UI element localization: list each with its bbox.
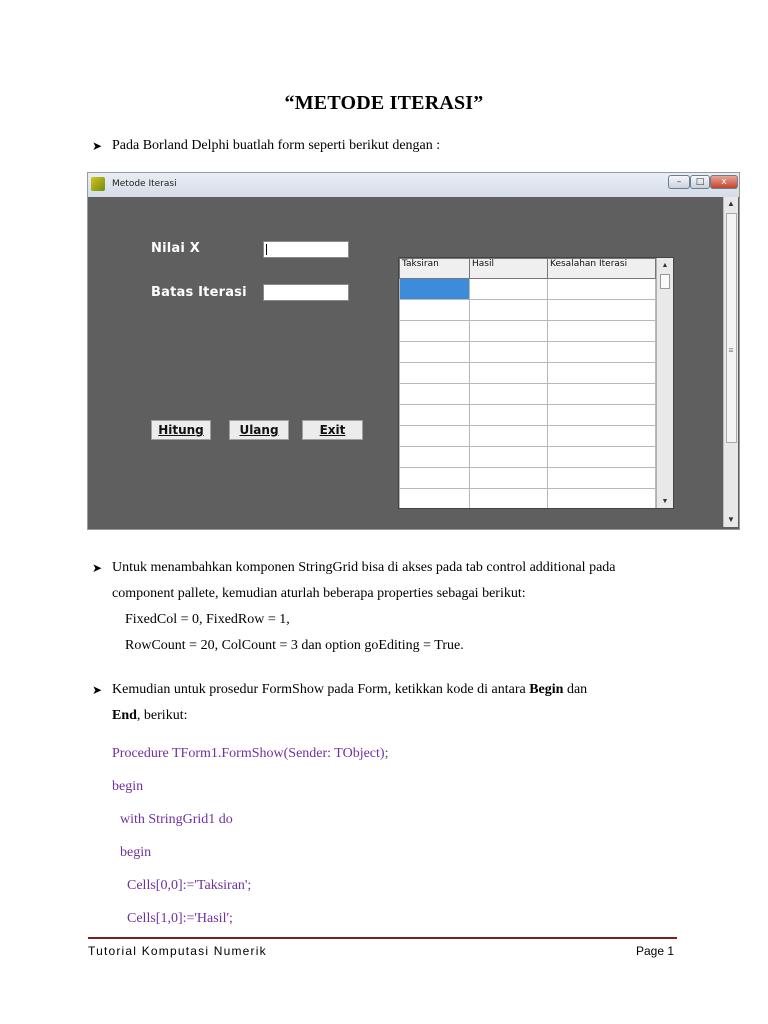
label-batas-iterasi: Batas Iterasi (151, 285, 247, 300)
table-row (400, 426, 656, 447)
table-row (400, 405, 656, 426)
code-line: Cells[0,0]:='Taksiran'; (127, 878, 252, 893)
paragraph-line (112, 677, 677, 703)
document-title: “METODE ITERASI” (284, 92, 484, 114)
keyword-end: End (112, 708, 137, 723)
formshow-paragraph (112, 677, 677, 729)
grid-header-kesalahan[interactable]: Kesalahan Iterasi (548, 259, 656, 279)
grid-cell[interactable] (548, 468, 656, 489)
code-line: Procedure TForm1.FormShow(Sender: TObject); (112, 746, 389, 761)
intro-text: Pada Borland Delphi buatlah form seperti berikut dengan : (112, 138, 441, 153)
grid-scroll-thumb[interactable] (660, 274, 670, 289)
grid-cell[interactable] (548, 363, 656, 384)
text-span: Kemudian untuk prosedur FormShow pada Form, ketikkan kode di antara (112, 682, 530, 697)
maximize-button[interactable]: □ (690, 175, 710, 189)
table-row (400, 363, 656, 384)
footer-divider (88, 937, 677, 939)
code-line: begin (112, 779, 144, 794)
grid-cell[interactable] (470, 300, 548, 321)
paragraph-line: FixedCol = 0, FixedRow = 1, (125, 612, 290, 627)
grid-cell[interactable] (470, 363, 548, 384)
table-row (400, 342, 656, 363)
text-caret (266, 244, 267, 255)
grid-cell[interactable] (400, 384, 470, 405)
table-row (400, 489, 656, 510)
grid-cell[interactable] (400, 321, 470, 342)
table-row (400, 447, 656, 468)
paragraph-line (112, 703, 677, 729)
text-span: , berikut: (136, 708, 188, 723)
grid-cell[interactable] (548, 342, 656, 363)
scroll-grip-icon: ≡ (728, 345, 734, 355)
code-line: Cells[1,0]:='Hasil'; (127, 911, 233, 926)
grid-cell[interactable] (470, 405, 548, 426)
grid-cell[interactable] (470, 321, 548, 342)
ulang-button[interactable]: Ulang (229, 420, 289, 440)
grid-cell-selected[interactable] (400, 279, 470, 300)
minimize-button[interactable]: – (668, 175, 690, 189)
hitung-button[interactable]: Hitung (151, 420, 211, 440)
grid-cell[interactable] (400, 300, 470, 321)
scroll-up-arrow-icon[interactable]: ▲ (661, 261, 669, 269)
grid-cell[interactable] (548, 447, 656, 468)
paragraph-line: Untuk menambahkan komponen StringGrid bisa di akses pada tab control additional pada (112, 560, 616, 575)
label-nilai-x: Nilai X (151, 241, 200, 256)
footer-title: Tutorial Komputasi Numerik (88, 944, 267, 958)
window-scroll-up-icon[interactable]: ▲ (727, 199, 735, 208)
table-row (400, 279, 656, 300)
code-line: with StringGrid1 do (120, 812, 233, 827)
grid-cell[interactable] (548, 489, 656, 510)
exit-button[interactable]: Exit (302, 420, 363, 440)
grid-cell[interactable] (470, 447, 548, 468)
grid-header-row (400, 259, 656, 279)
window-vertical-scrollbar[interactable] (723, 197, 738, 527)
grid-cell[interactable] (470, 489, 548, 510)
table-row (400, 468, 656, 489)
grid-cell[interactable] (470, 384, 548, 405)
grid-cell[interactable] (400, 405, 470, 426)
grid-cell[interactable] (548, 321, 656, 342)
grid-header-hasil[interactable]: Hasil (470, 259, 548, 279)
window-scroll-thumb[interactable] (726, 213, 737, 443)
arrow-bullet-icon: ➤ (92, 683, 103, 697)
grid-cell[interactable] (400, 468, 470, 489)
paragraph-line: RowCount = 20, ColCount = 3 dan option goEditing = True. (125, 638, 464, 653)
code-line: begin (120, 845, 152, 860)
delphi-form-window (87, 172, 740, 530)
arrow-bullet-icon: ➤ (92, 561, 103, 575)
string-grid[interactable] (398, 257, 674, 509)
stringgrid-paragraph (112, 555, 677, 659)
table-row (400, 384, 656, 405)
delphi-app-icon (91, 177, 105, 191)
batas-iterasi-input[interactable] (263, 284, 349, 301)
grid-vertical-scrollbar[interactable] (656, 258, 673, 508)
keyword-begin: Begin (529, 682, 564, 697)
grid-cell[interactable] (400, 426, 470, 447)
arrow-bullet-icon: ➤ (92, 139, 103, 153)
form-client-area (90, 197, 723, 525)
window-titlebar (88, 173, 739, 197)
grid-cell[interactable] (470, 468, 548, 489)
paragraph-line: component pallete, kemudian aturlah beberapa properties sebagai berikut: (112, 586, 526, 601)
table-row (400, 300, 656, 321)
table-row (400, 321, 656, 342)
grid-cell[interactable] (548, 384, 656, 405)
grid-cell[interactable] (548, 405, 656, 426)
grid-cell[interactable] (548, 426, 656, 447)
page-number: Page 1 (636, 944, 675, 958)
window-title: Metode Iterasi (112, 179, 177, 189)
grid-cell[interactable] (400, 447, 470, 468)
text-span: dan (563, 682, 588, 697)
grid-cell[interactable] (470, 279, 548, 300)
grid-cell[interactable] (470, 342, 548, 363)
close-button[interactable]: x (710, 175, 738, 189)
grid-cell[interactable] (400, 342, 470, 363)
grid-cell[interactable] (548, 279, 656, 300)
grid-cell[interactable] (470, 426, 548, 447)
window-scroll-down-icon[interactable]: ▼ (727, 515, 735, 524)
scroll-down-arrow-icon[interactable]: ▼ (661, 497, 669, 505)
nilai-x-input[interactable] (263, 241, 349, 258)
grid-cell[interactable] (548, 300, 656, 321)
grid-header-taksiran[interactable]: Taksiran (400, 259, 470, 279)
grid-cell[interactable] (400, 489, 470, 510)
grid-cell[interactable] (400, 363, 470, 384)
